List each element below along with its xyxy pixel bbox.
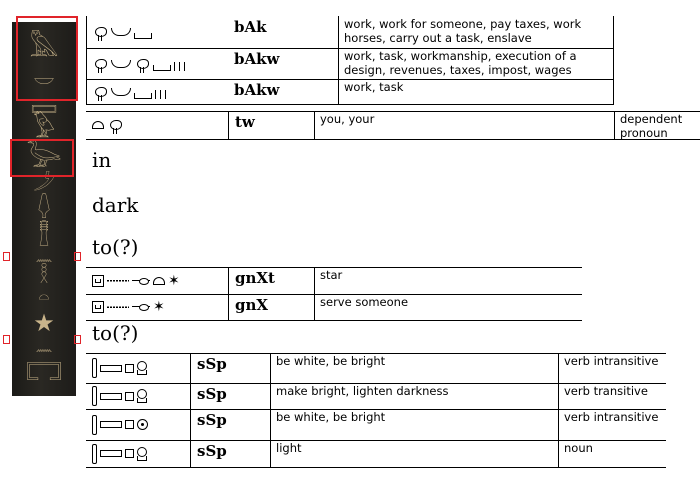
part-of-speech: verb intransitive bbox=[558, 353, 666, 383]
basin-glyph: 𓈙 bbox=[30, 92, 58, 116]
highlight-box-1 bbox=[16, 16, 78, 101]
definition: you, your bbox=[314, 111, 614, 139]
gloss-word: in bbox=[92, 148, 112, 172]
flower-icon bbox=[137, 361, 147, 371]
glossary-3-row bbox=[86, 267, 582, 295]
spindle-glyph: 𓏏 bbox=[38, 287, 50, 308]
bowl-icon bbox=[111, 28, 131, 36]
bar-icon bbox=[100, 393, 122, 400]
hieroglyph-cell bbox=[86, 440, 190, 467]
transliteration: sSp bbox=[190, 409, 270, 440]
bird-glyph: 𓅬 bbox=[26, 142, 62, 172]
highlight-marker-left-1 bbox=[3, 252, 10, 261]
hieroglyph-cell bbox=[86, 383, 190, 409]
hieroglyph-cell bbox=[86, 267, 228, 294]
glossary-1-row bbox=[86, 79, 614, 105]
quail-icon bbox=[134, 54, 150, 74]
glossary-1-row bbox=[86, 16, 614, 49]
part-of-speech: dependent pronoun bbox=[614, 111, 700, 139]
part-of-speech: noun bbox=[558, 440, 666, 467]
water-glyph-2: 𓈖 bbox=[35, 339, 53, 355]
table-1-border bbox=[86, 16, 87, 104]
square-icon bbox=[125, 392, 134, 401]
water-icon bbox=[107, 305, 129, 310]
hieroglyph-cell bbox=[86, 111, 228, 139]
bar-icon bbox=[100, 450, 122, 457]
part-of-speech: verb transitive bbox=[558, 383, 666, 409]
hieroglyph-cell bbox=[86, 409, 190, 440]
bar-icon bbox=[100, 365, 122, 372]
square-icon bbox=[125, 420, 134, 429]
basin-icon bbox=[134, 33, 152, 39]
part-of-speech: verb intransitive bbox=[558, 409, 666, 440]
glossary-4-row bbox=[86, 383, 666, 410]
glossary-1-row bbox=[86, 48, 614, 80]
highlight-box-2 bbox=[10, 139, 74, 177]
water-glyph: 𓈖 bbox=[35, 249, 53, 265]
transliteration: sSp bbox=[190, 353, 270, 383]
definition: be white, be bright bbox=[270, 353, 558, 383]
hieroglyph-cell bbox=[86, 353, 190, 383]
glossary-2-row bbox=[86, 111, 700, 140]
bread-icon bbox=[153, 277, 165, 285]
shrine-glyph: 𓉐 bbox=[26, 360, 62, 390]
transliteration: bAk bbox=[234, 18, 267, 36]
hieroglyph-cell bbox=[86, 294, 228, 320]
gloss-word: to(?) bbox=[92, 235, 139, 259]
spindle-icon bbox=[132, 278, 150, 284]
vulture-icon bbox=[92, 82, 108, 102]
rod-icon bbox=[92, 358, 97, 378]
pot-glyph: 𓎛 bbox=[39, 264, 49, 288]
bowl-icon bbox=[111, 60, 131, 68]
bowl-icon bbox=[111, 88, 131, 96]
glossary-3-row bbox=[86, 294, 582, 321]
hieroglyph-cell bbox=[86, 16, 228, 48]
star-icon: ✶ bbox=[168, 272, 180, 289]
highlight-marker-right-1 bbox=[74, 252, 81, 261]
pot-icon bbox=[92, 275, 104, 287]
square-icon bbox=[125, 449, 134, 458]
quail-glyph: 𓅱 bbox=[32, 114, 56, 144]
highlight-marker-right-2 bbox=[74, 335, 81, 344]
vulture-glyph: 𓅓 bbox=[29, 33, 59, 63]
quail-icon bbox=[107, 115, 123, 135]
flower-icon bbox=[137, 447, 147, 457]
highlight-marker-left-2 bbox=[3, 335, 10, 344]
definition: star bbox=[314, 267, 582, 294]
transliteration: sSp bbox=[190, 383, 270, 409]
definition: work, task, workmanship, execution of a design, revenues, taxes, impost, wages bbox=[338, 48, 614, 79]
plural-strokes-icon bbox=[155, 90, 169, 99]
sickle-glyph: 𓌳 bbox=[33, 173, 55, 194]
pot-icon bbox=[92, 301, 104, 313]
square-icon bbox=[125, 364, 134, 373]
bar-icon bbox=[100, 421, 122, 428]
star-icon: ✶ bbox=[153, 299, 165, 315]
glossary-4-row bbox=[86, 409, 666, 441]
vulture-icon bbox=[92, 54, 108, 74]
transliteration: gnX bbox=[228, 294, 314, 320]
definition: light bbox=[270, 440, 558, 467]
flower-icon bbox=[137, 389, 147, 399]
vulture-icon bbox=[92, 22, 108, 42]
star-glyph: ★ bbox=[33, 309, 55, 337]
transliteration: tw bbox=[228, 111, 314, 139]
bowl-glyph: 𓎟 bbox=[33, 70, 55, 94]
glossary-4-row bbox=[86, 440, 666, 468]
water-icon bbox=[107, 278, 129, 283]
transliteration: bAkw bbox=[234, 81, 280, 99]
gloss-word: to(?) bbox=[92, 321, 139, 345]
plural-strokes-icon bbox=[174, 62, 188, 71]
hieroglyph-cell bbox=[86, 48, 228, 79]
bread-icon bbox=[92, 121, 104, 129]
rod-icon bbox=[92, 444, 97, 464]
glossary-4-row bbox=[86, 353, 666, 384]
basin-icon bbox=[153, 65, 171, 71]
transliteration: sSp bbox=[190, 440, 270, 467]
transliteration: bAkw bbox=[234, 50, 280, 68]
hieroglyph-cell bbox=[86, 79, 228, 104]
definition: serve someone bbox=[314, 294, 582, 320]
table-1-border-right bbox=[613, 16, 614, 104]
rod-icon bbox=[92, 415, 97, 435]
definition: work, task bbox=[338, 79, 614, 104]
rod-icon bbox=[92, 386, 97, 406]
definition: make bright, lighten darkness bbox=[270, 383, 558, 409]
altar-glyph: 𓊽 bbox=[38, 222, 50, 247]
gloss-word: dark bbox=[92, 193, 139, 217]
definition: be white, be bright bbox=[270, 409, 558, 440]
basin-icon bbox=[134, 93, 152, 99]
definition: work, work for someone, pay taxes, work horses, carry out a task, enslave bbox=[338, 16, 614, 48]
sun-icon bbox=[137, 419, 148, 430]
transliteration: gnXt bbox=[228, 267, 314, 294]
spindle-icon bbox=[132, 304, 150, 310]
tree-glyph: 𓆭 bbox=[37, 196, 51, 221]
